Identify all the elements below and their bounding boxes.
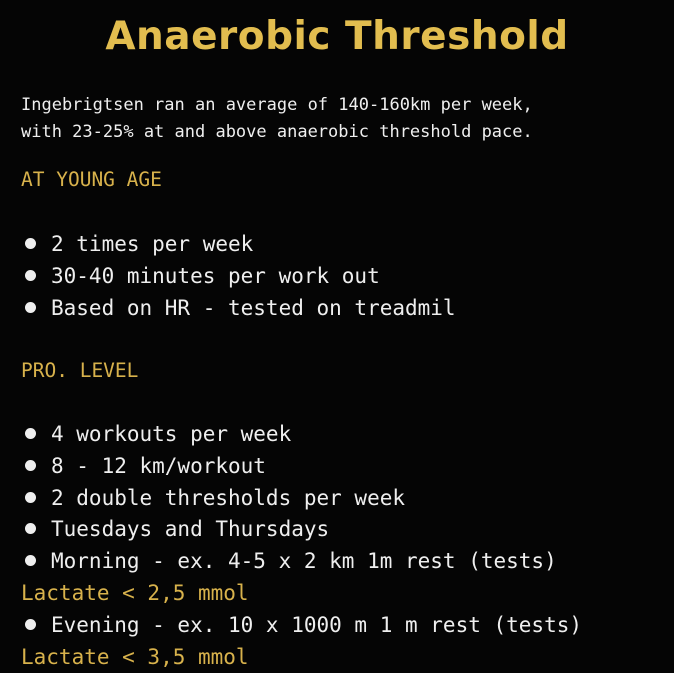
list-item: 30-40 minutes per work out — [21, 261, 456, 293]
pro-level-heading: PRO. LEVEL — [21, 359, 139, 382]
list-item: Based on HR - tested on treadmil — [21, 293, 456, 325]
bullet-icon — [21, 483, 51, 515]
list-item: Morning - ex. 4-5 x 2 km 1m rest (tests) — [21, 546, 582, 578]
list-item: Tuesdays and Thursdays — [21, 514, 582, 546]
list-item: Evening - ex. 10 x 1000 m 1 m rest (tests) — [21, 610, 582, 642]
bullet-icon — [21, 261, 51, 293]
list-item: 4 workouts per week — [21, 419, 582, 451]
pro-level-list — [21, 419, 582, 673]
young-age-list — [21, 229, 456, 324]
list-item: 8 - 12 km/workout — [21, 451, 582, 483]
bullet-icon — [21, 546, 51, 578]
intro-text — [21, 92, 533, 146]
bullet-icon — [21, 610, 51, 642]
intro-line-1: Ingebrigtsen ran an average of 140-160km per week, — [21, 95, 533, 115]
page-title: Anaerobic Threshold — [105, 14, 569, 59]
young-age-heading: AT YOUNG AGE — [21, 168, 162, 191]
intro-line-2: with 23-25% at and above anaerobic threshold pace. — [21, 122, 533, 142]
bullet-icon — [21, 229, 51, 261]
bullet-icon — [21, 419, 51, 451]
list-item: 2 double thresholds per week — [21, 483, 582, 515]
lactate-note-evening: Lactate < 3,5 mmol — [21, 644, 249, 669]
bullet-icon — [21, 514, 51, 546]
bullet-icon — [21, 451, 51, 483]
list-item: 2 times per week — [21, 229, 456, 261]
bullet-icon — [21, 293, 51, 325]
lactate-note-morning: Lactate < 2,5 mmol — [21, 580, 249, 605]
